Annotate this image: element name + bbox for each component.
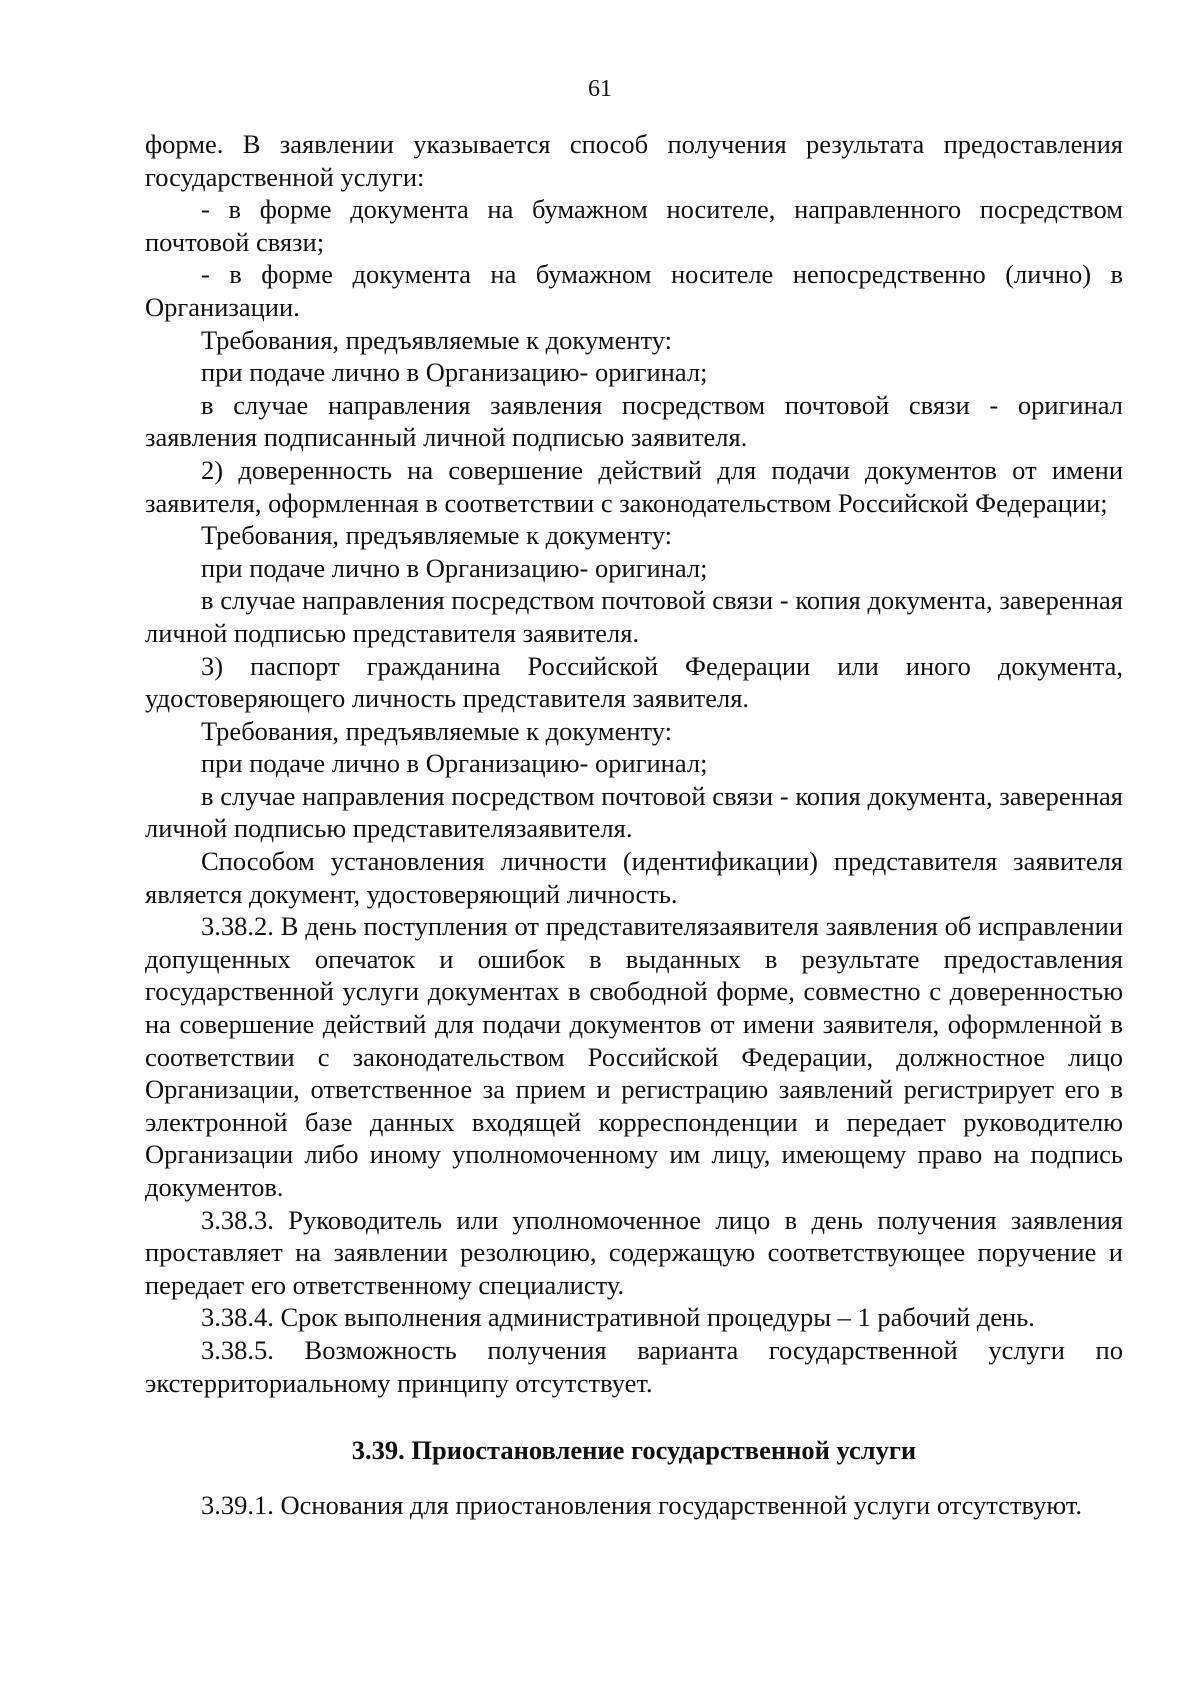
- paragraph: - в форме документа на бумажном носителе, направленного посредством почтовой связи;: [145, 194, 1123, 257]
- paragraph: при подаче лично в Организацию- оригинал;: [201, 748, 708, 779]
- paragraph: 2) доверенность на совершение действий для подачи документов от имени заявителя, оформленная в соответствии с законодательством Российской Федерации;: [145, 454, 1123, 518]
- paragraph: Требования, предъявляемые к документу:: [201, 324, 673, 355]
- page-number: 61: [588, 76, 612, 102]
- paragraphs-after-heading: [145, 1489, 1123, 1522]
- paragraph: при подаче лично в Организацию- оригинал;: [201, 552, 708, 583]
- paragraph: Требования, предъявляемые к документу:: [201, 520, 673, 551]
- paragraph: - в форме документа на бумажном носителе непосредственно (лично) в Организации.: [145, 259, 1123, 322]
- document-body: [145, 128, 1123, 1521]
- paragraph: в случае направления заявления посредством почтовой связи - оригинал заявления подписанный личной подписью заявителя.: [145, 389, 1123, 453]
- paragraph: 3.38.4. Срок выполнения административной процедуры – 1 рабочий день.: [201, 1302, 1035, 1333]
- paragraph: 3.38.5. Возможность получения варианта государственной услуги по экстерриториальному принципу отсутствует.: [145, 1334, 1123, 1398]
- paragraph: 3.38.2. В день поступления от представителязаявителя заявления об исправлении допущенных опечаток и ошибок в выданных в результате предоставления государственной услуги документах в свободной форме, совместно с доверенностью на совершение действий для подачи документов от имени заявителя, оформленной в соответствии с законодательством Российской Федерации, должностное лицо Организации, ответственное за прием и регистрацию заявлений регистрирует его в электронной базе данных входящей корреспонденции и передает руководителю Организации либо иному уполномоченному им лицу, имеющему право на подпись документов.: [145, 911, 1123, 1202]
- paragraph: в случае направления посредством почтовой связи - копия документа, заверенная личной подписью представителязаявителя.: [145, 780, 1123, 844]
- paragraph: в случае направления посредством почтовой связи - копия документа, заверенная личной подписью представителя заявителя.: [145, 585, 1123, 648]
- paragraph: 3.39.1. Основания для приостановления государственной услуги отсутствуют.: [201, 1489, 1083, 1520]
- paragraph: 3) паспорт гражданина Российской Федерации или иного документа, удостоверяющего личность представителя заявителя.: [145, 650, 1123, 714]
- paragraph: форме. В заявлении указывается способ получения результата предоставления государственной услуги:: [145, 129, 1123, 192]
- paragraph: Способом установления личности (идентификации) представителя заявителя является документ, удостоверяющий личность.: [145, 846, 1123, 909]
- section-heading: 3.39. Приостановление государственной услуги: [351, 1435, 917, 1466]
- paragraph: при подаче лично в Организацию- оригинал;: [201, 357, 708, 388]
- paragraph: 3.38.3. Руководитель или уполномоченное лицо в день получения заявления проставляет на заявлении резолюцию, содержащую соответствующее поручение и передает его ответственному специалисту.: [145, 1204, 1123, 1300]
- paragraph: Требования, предъявляемые к документу:: [201, 715, 673, 746]
- paragraphs-before-heading: [145, 128, 1123, 1399]
